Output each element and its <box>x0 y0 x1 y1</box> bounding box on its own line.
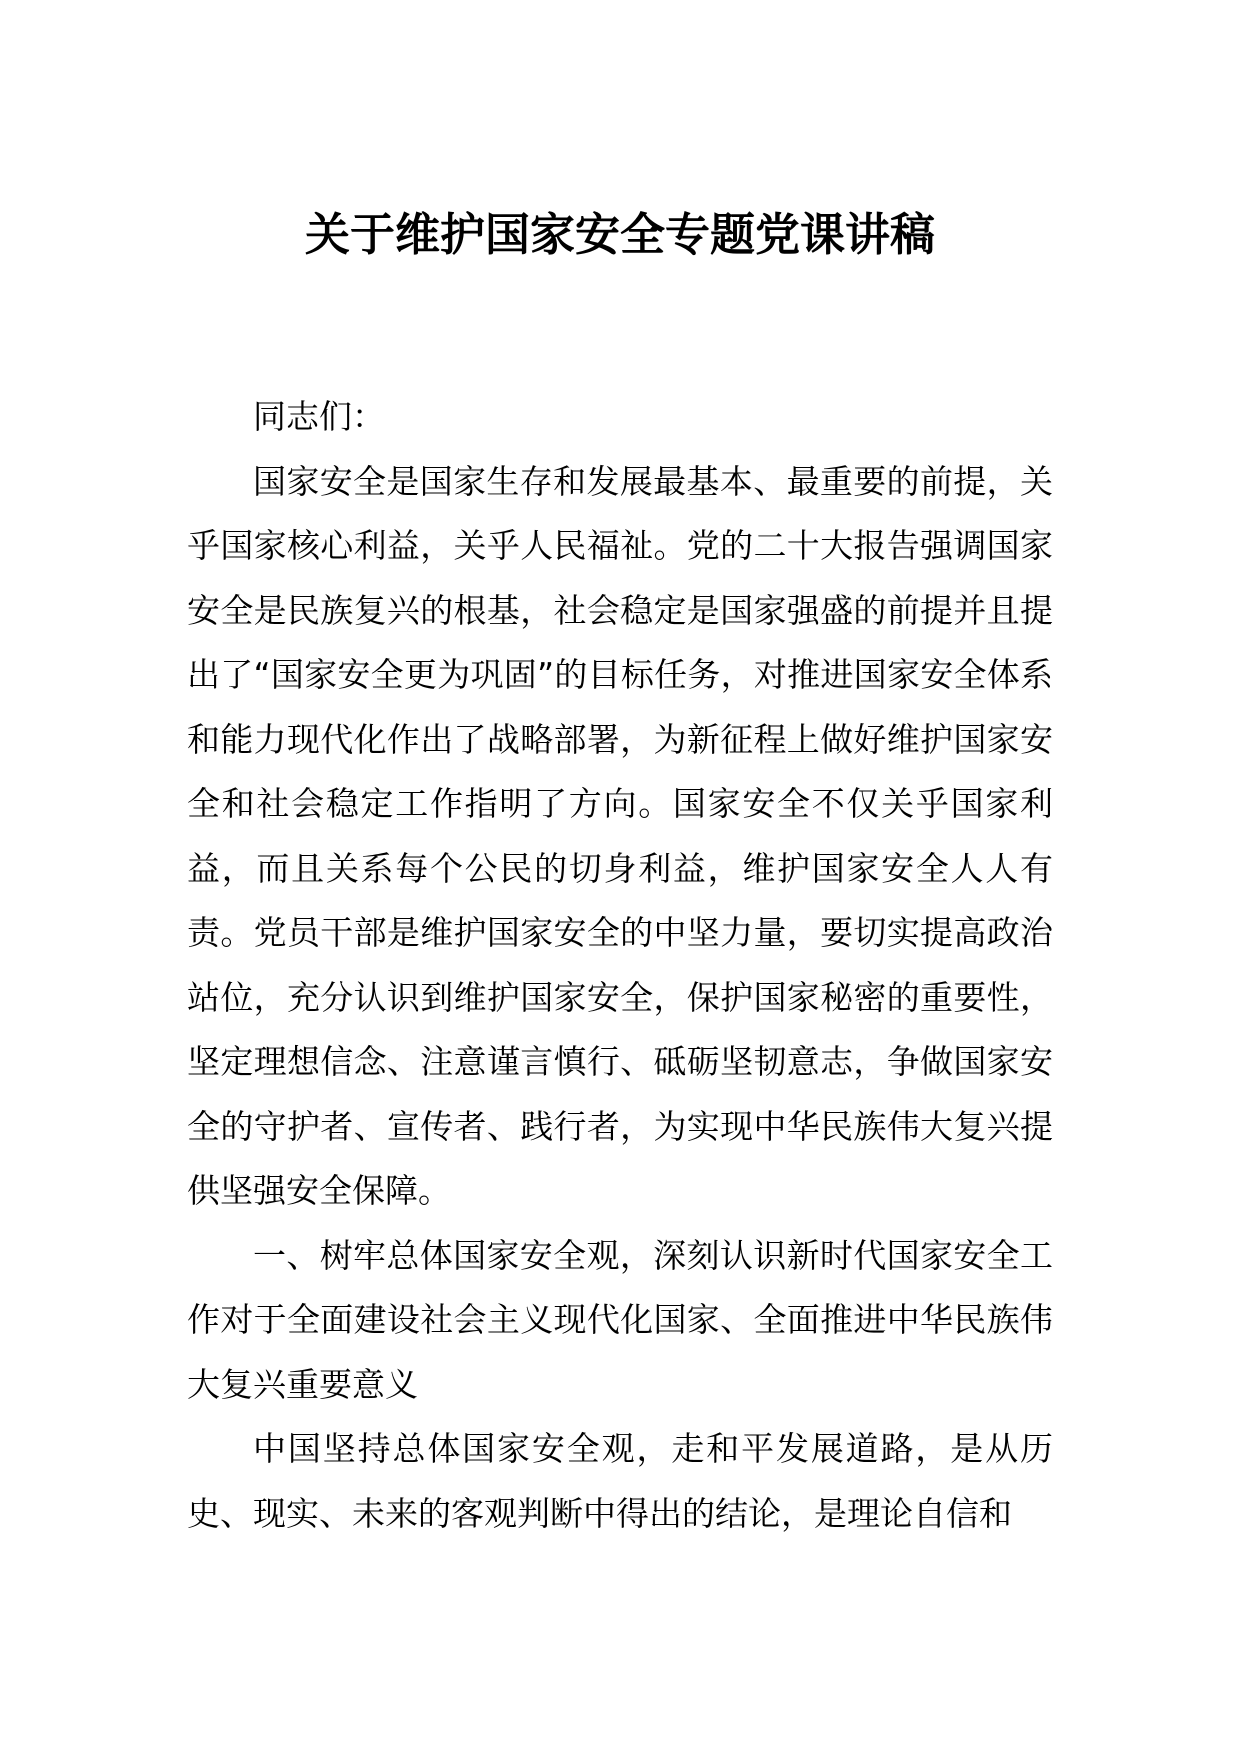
document-body <box>187 385 1053 1546</box>
salutation: 同志们： <box>253 397 385 436</box>
document-title: 关于维护国家安全专题党课讲稿 <box>304 208 935 261</box>
paragraph-section-1: 中国坚持总体国家安全观，走和平发展道路，是从历史、现实、未来的客观判断中得出的结论，是理论自信和 <box>187 1429 1053 1533</box>
paragraph-intro: 国家安全是国家生存和发展最基本、最重要的前提，关乎国家核心利益，关乎人民福祉。党的二十大报告强调国家安全是民族复兴的根基，社会稳定是国家强盛的前提并且提出了“国家安全更为巩固”的目标任务，对推进国家安全体系和能力现代化作出了战略部署，为新征程上做好维护国家安全和社会稳定工作指明了方向。国家安全不仅关乎国家利益，而且关系每个公民的切身利益，维护国家安全人人有责。党员干部是维护国家安全的中坚力量，要切实提高政治站位，充分认识到维护国家安全，保护国家秘密的重要性，坚定理想信念、注意谨言慎行、砥砺坚韧意志，争做国家安全的守护者、宣传者、践行者，为实现中华民族伟大复兴提供坚强安全保障。 <box>187 461 1053 1210</box>
section-heading-1: 一、树牢总体国家安全观，深刻认识新时代国家安全工作对于全面建设社会主义现代化国家、全面推进中华民族伟大复兴重要意义 <box>187 1235 1053 1404</box>
